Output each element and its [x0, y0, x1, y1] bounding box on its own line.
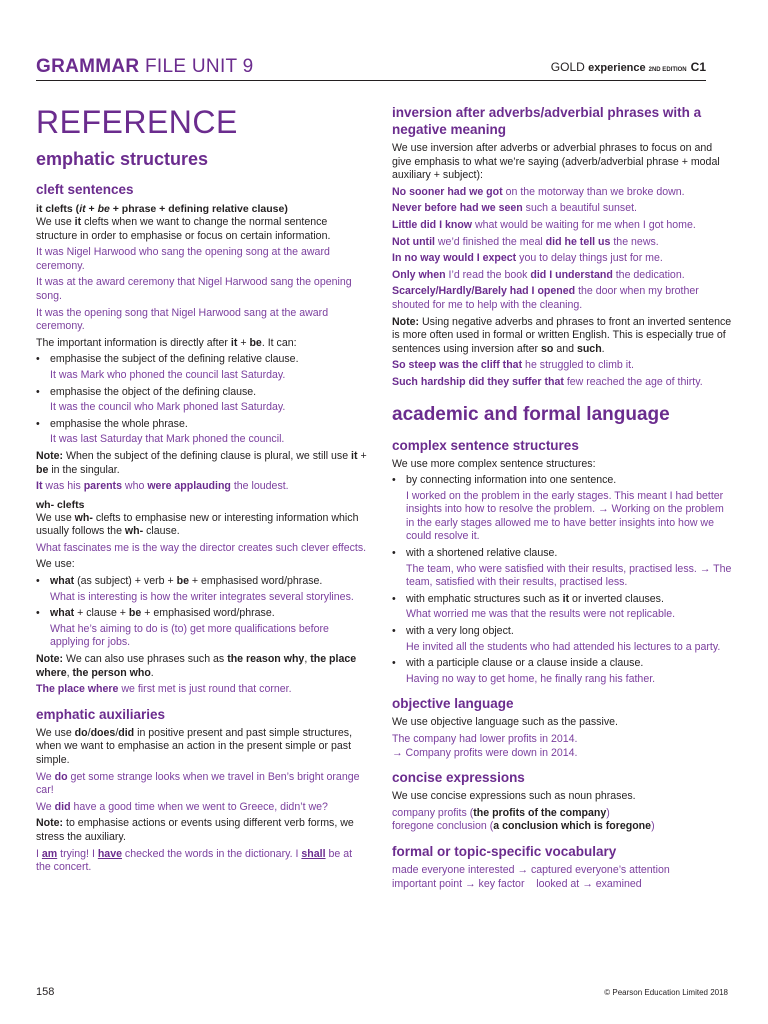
explanation: The important information is directly after it + be. It can:	[36, 336, 297, 349]
complex-structures-list	[392, 474, 732, 686]
example: What worried me was that the results were not replicable.	[406, 608, 676, 621]
list-item: • with a shortened relative clause.	[392, 547, 732, 561]
objective-explanation: We use objective language such as the passive.	[392, 716, 618, 729]
example: It was his parents who were applauding the loudest.	[36, 480, 289, 493]
note: Note: When the subject of the defining clause is plural, we still use it + be in the singular.	[36, 449, 367, 476]
list-item: • what (as subject) + verb + be + emphasised word/phrase.	[36, 575, 368, 589]
it-clefts-explanation: We use it clefts when we want to change the normal sentence structure in order to emphasise or focus on certain information.	[36, 216, 331, 242]
example: made everyone interested → captured everyone’s attention	[392, 863, 670, 876]
example: The team, who were satisfied with their results, practised less. → The team, satisfied with their results, practised less.	[406, 562, 732, 589]
it-clefts-subheading: it clefts (it + be + phrase + defining relative clause)	[36, 203, 288, 215]
example: Not until we’d finished the meal did he tell us the news.	[392, 235, 659, 248]
example: Having no way to get home, he finally rang his father.	[406, 672, 656, 685]
emphatic-auxiliaries-heading: emphatic auxiliaries	[36, 706, 166, 722]
example: → Company profits were down in 2014.	[392, 746, 578, 759]
inversion-heading: inversion after adverbs/adverbial phrases with a negative meaning	[392, 105, 702, 137]
list-item: • with a participle clause or a clause inside a clause.	[392, 657, 732, 671]
list-item: • with emphatic structures such as it or inverted clauses.	[392, 593, 732, 607]
example: The company had lower profits in 2014.	[392, 733, 578, 745]
wh-cleft-patterns-list	[36, 575, 368, 650]
example: What fascinates me is the way the director creates such clever effects.	[36, 541, 367, 554]
vocabulary-heading: formal or topic-specific vocabulary	[392, 843, 617, 859]
it-cleft-uses-list	[36, 353, 368, 447]
example: important point → key factor looked at → examined	[392, 877, 642, 890]
example: What he’s aiming to do is (to) get more qualifications before applying for jobs.	[50, 622, 329, 649]
example: foregone conclusion (a conclusion which is foregone)	[392, 820, 655, 833]
note: Note: We can also use phrases such as the reason why, the place where, the person who.	[36, 653, 357, 679]
example: In no way would I expect you to delay things just for me.	[392, 252, 663, 265]
cleft-sentences-heading: cleft sentences	[36, 182, 134, 197]
page-number: 158	[36, 986, 55, 998]
grammar-file-title: GRAMMAR FILE UNIT 9	[36, 56, 254, 77]
list-item: • with a very long object.	[392, 625, 732, 639]
note: Note: Using negative adverbs and phrases to front an inverted sentence is more often used in formal or written English. This is especially true of sentences using inversion after so and such.	[392, 315, 732, 355]
example: Only when I’d read the book did I understand the dedication.	[392, 268, 685, 281]
example: It was Mark who phoned the council last Saturday.	[50, 368, 286, 381]
example: I am trying! I have checked the words in the dictionary. I shall be at the concert.	[36, 847, 353, 874]
academic-formal-heading: academic and formal language	[392, 403, 670, 425]
complex-structures-heading: complex sentence structures	[392, 437, 579, 453]
list-item: • emphasise the object of the defining clause.	[36, 386, 368, 400]
example: It was the council who Mark phoned last Saturday.	[50, 401, 286, 414]
note: Note: to emphasise actions or events using different verb forms, we stress the auxiliary.	[36, 817, 354, 843]
reference-title: REFERENCE	[36, 104, 238, 140]
example: We did have a good time when we went to Greece, didn’t we?	[36, 800, 328, 813]
auxiliaries-explanation: We use do/does/did in positive present and past simple structures, when we want to emphasise an action in the present simple or past simple.	[36, 726, 353, 766]
right-column	[392, 104, 732, 894]
example: The place where we first met is just round that corner.	[36, 683, 292, 696]
example: No sooner had we got on the motorway than we broke down.	[392, 185, 685, 198]
wh-clefts-explanation: We use wh- clefts to emphasise new or interesting information which usually follows the wh- clause.	[36, 511, 359, 538]
example: Such hardship did they suffer that few reached the age of thirty.	[392, 375, 703, 388]
example: Little did I know what would be waiting for me when I got home.	[392, 218, 696, 231]
example: It was Nigel Harwood who sang the opening song at the award ceremony.	[36, 246, 330, 272]
list-item: • what + clause + be + emphasised word/phrase.	[36, 607, 368, 621]
example: Never before had we seen such a beautiful sunset.	[392, 202, 637, 215]
concise-expressions-heading: concise expressions	[392, 770, 525, 786]
example: So steep was the cliff that he struggled to climb it.	[392, 359, 634, 372]
page-header	[36, 56, 706, 80]
concise-explanation: We use concise expressions such as noun phrases.	[392, 790, 636, 803]
example: It was at the award ceremony that Nigel Harwood sang the opening song.	[36, 276, 352, 302]
list-item: • by connecting information into one sentence.	[392, 474, 732, 488]
example: What is interesting is how the writer integrates several storylines.	[50, 590, 354, 603]
objective-language-heading: objective language	[392, 696, 514, 712]
left-column	[36, 104, 368, 878]
we-use-label: We use:	[36, 558, 75, 571]
complex-explanation: We use more complex sentence structures:	[392, 457, 596, 470]
emphatic-structures-heading: emphatic structures	[36, 149, 209, 169]
brand-logo: GOLD experience 2ND EDITION C1	[550, 60, 706, 74]
inversion-explanation: We use inversion after adverbs or adverbial phrases to focus on and give emphasis to what we’re saying (adverb/adverbial phrase + modal auxiliary + subject):	[392, 142, 720, 182]
example: He invited all the students who had attended his lectures to a party.	[406, 640, 721, 653]
example: It was last Saturday that Mark phoned the council.	[50, 433, 285, 446]
list-item: • emphasise the subject of the defining relative clause.	[36, 353, 368, 367]
copyright: © Pearson Education Limited 2018	[604, 988, 728, 997]
example: We do get some strange looks when we travel in Ben’s bright orange car!	[36, 770, 360, 797]
example: Scarcely/Hardly/Barely had I opened the door when my brother shouted for me to help with the cleaning.	[392, 285, 699, 311]
wh-clefts-subheading: wh- clefts	[36, 498, 85, 511]
example: It was the opening song that Nigel Harwood sang at the award ceremony.	[36, 306, 329, 333]
example: company profits (the profits of the company)	[392, 806, 610, 819]
header-divider	[36, 80, 706, 81]
list-item: • emphasise the whole phrase.	[36, 418, 368, 432]
example: I worked on the problem in the early stages. This meant I had better insights into how to resolve the problem. → Working on the problem in the early stages allowed me to have better insights into how we could resolve it.	[406, 489, 724, 543]
